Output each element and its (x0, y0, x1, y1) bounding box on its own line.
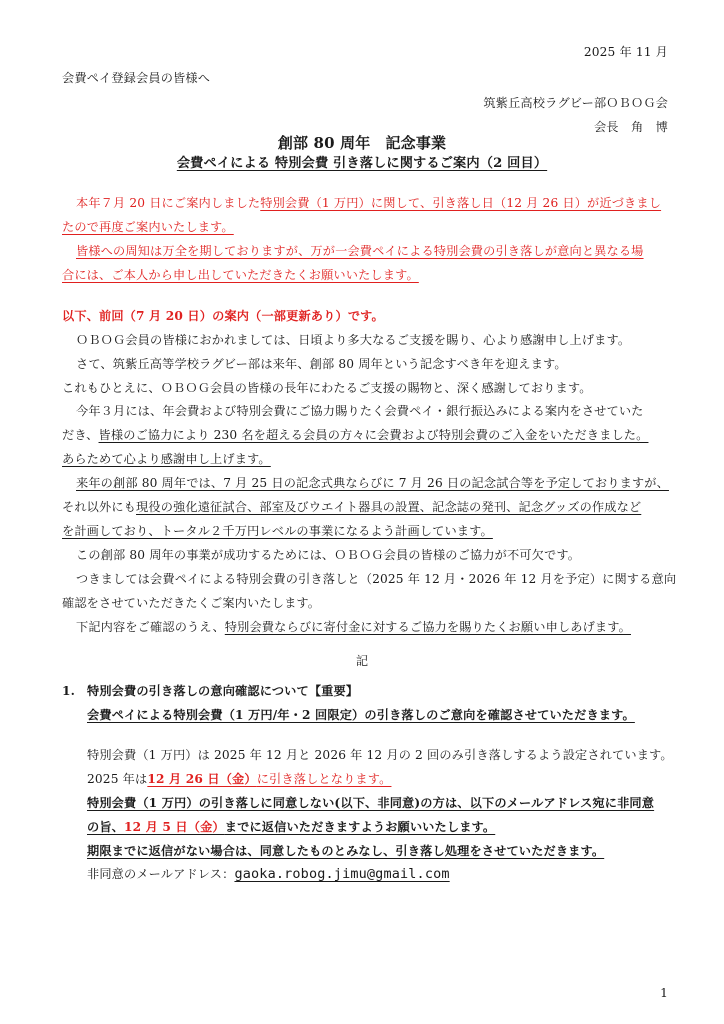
section-heading: 特別会費の引き落しの意向確認について【重要】 (87, 684, 359, 698)
warning-line-2 (87, 819, 495, 835)
body-line: これもひとえに、ＯＢＯＧ会員の皆様の長年にわたるご支援の賜物と、深く感謝しております。 (62, 381, 592, 395)
body-text-underlined: 現役の強化遠征試合、部室及びウエイト器具の設置、記念誌の発刊、記念グッズの作成など (136, 500, 642, 514)
body-line: 来年の創部 80 周年では、7 月 25 日の記念式典ならびに 7 月 26 日の記念試合等を予定しておりますが、 (76, 476, 669, 490)
warning-text: の旨、 (87, 820, 125, 834)
section-lead: 会費ペイによる特別会費（1 万円/年・2 回限定）の引き落しのご意向を確認させていただきます。 (87, 708, 635, 722)
warning-line-3: 期限までに返信がない場合は、同意したものとみなし、引き落し処理をさせていただきます。 (87, 844, 605, 858)
section-detail-1: 特別会費（1 万円）は 2025 年 12 月と 2026 年 12 月の 2 回のみ引き落しするよう設定されています。 (87, 748, 673, 762)
document-title: 創部 80 周年 記念事業 (277, 134, 447, 152)
section-detail-2 (87, 771, 391, 787)
notice-line-4: 合には、ご本人から申し出していただきたくお願いいたします。 (62, 268, 419, 282)
notice-line-3: 皆様への周知は万全を期しておりますが、万が一会費ペイによる特別会費の引き落しが意向と異なる場 (76, 244, 644, 258)
body-line: この創部 80 周年の事業が成功するためには、ＯＢＯＧ会員の皆様のご協力が不可欠です。 (76, 548, 581, 562)
section-number: 1. (62, 684, 76, 698)
body-line: ＯＢＯＧ会員の皆様におかれましては、日頃より多大なるご支援を賜り、心より感謝申し上げます。 (76, 333, 631, 347)
warning-text: までに返信いただきますようお願いいたします。 (224, 820, 496, 834)
notice-text-underlined: 特別会費（1 万円）に関して、引き落し日（12 月 26 日）が近づきまし (260, 196, 662, 210)
body-text: それ以外にも (62, 500, 137, 514)
addressee: 会費ペイ登録会員の皆様へ (62, 71, 211, 85)
notice-line-1 (76, 195, 661, 211)
body-line (62, 427, 648, 443)
body-text: 下記内容をご確認のうえ、 (76, 620, 225, 634)
document-date: 2025 年 11 月 (583, 45, 668, 59)
body-line: を計画しており、トータル２千万円レベルの事業になるよう計画しています。 (62, 524, 493, 538)
debit-date: 12 月 26 日（金） (147, 772, 257, 786)
sender-organization: 筑紫丘高校ラグビー部ＯＢＯＧ会 (483, 96, 668, 110)
body-line: 確認をさせていただきたくご案内いたします。 (62, 596, 321, 610)
body-text: だき、 (62, 428, 99, 442)
body-text-underlined: 特別会費ならびに寄付金に対するご協力を賜りたくお願い申しあげます。 (224, 620, 631, 634)
email-link[interactable]: gaoka.robog.jimu@gmail.com (234, 866, 450, 882)
document-subtitle: 会費ペイによる 特別会費 引き落しに関するご案内（2 回目） (176, 156, 548, 171)
body-text-underlined: 皆様のご協力により 230 名を超える会員の方々に会費および特別会費のご入金をいただきました。 (98, 428, 649, 442)
body-line (62, 499, 641, 515)
notice-text: 本年７月 20 日にご案内しました (76, 196, 261, 210)
body-line: 今年３月には、年会費および特別会費にご協力賜りたく会費ペイ・銀行振込みによる案内をさせていた (76, 404, 644, 418)
notice-line-2: たので再度ご案内いたします。 (62, 220, 234, 234)
sender-name: 会長 角 博 (593, 120, 668, 134)
body-line (76, 619, 631, 635)
detail-text-red: に引き落しとなります。 (256, 772, 392, 786)
body-line: あらためて心より感謝申し上げます。 (62, 452, 271, 466)
reply-deadline: 12 月 5 日（金） (124, 820, 225, 834)
email-label: 非同意のメールアドレス： (87, 867, 235, 881)
warning-line-1: 特別会費（1 万円）の引き落しに同意しない(以下、非同意)の方は、以下のメールアドレス宛に非同意 (87, 796, 655, 810)
body-line: さて、筑紫丘高等学校ラグビー部は来年、創部 80 周年という記念すべき年を迎えます。 (76, 357, 567, 371)
page-number: 1 (660, 986, 668, 1000)
ki-mark: 記 (355, 654, 369, 668)
email-row (87, 866, 450, 882)
detail-text: 2025 年は (87, 772, 148, 786)
previous-notice-heading: 以下、前回（7 月 20 日）の案内（一部更新あり）です。 (62, 309, 384, 323)
body-line: つきましては会費ペイによる特別会費の引き落しと（2025 年 12 月・2026 年 12 月を予定）に関する意向 (76, 572, 677, 586)
